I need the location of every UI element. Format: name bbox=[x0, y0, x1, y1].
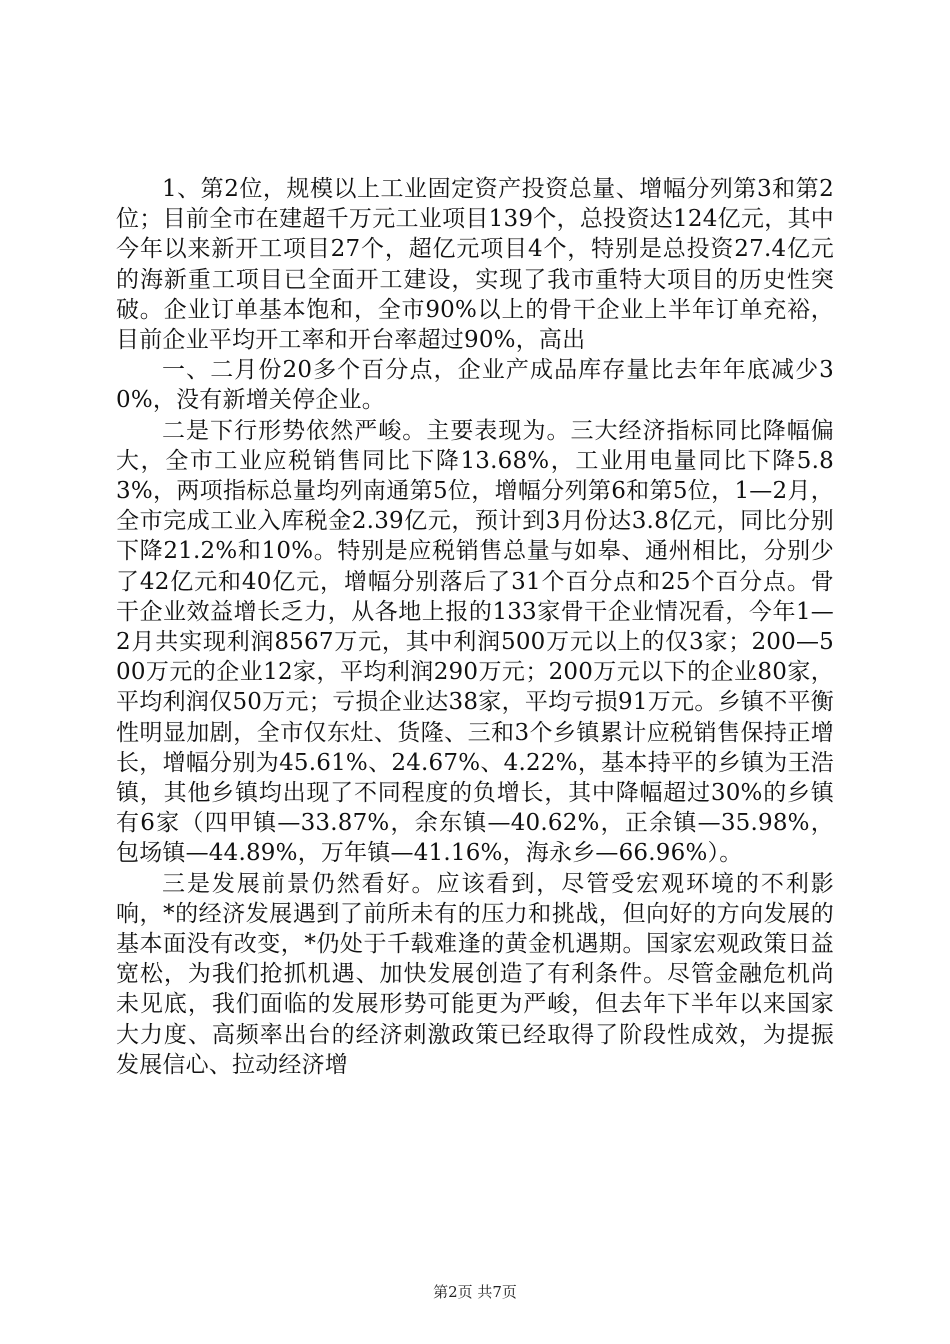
paragraph-4: 三是发展前景仍然看好。应该看到，尽管受宏观环境的不利影响，*的经济发展遇到了前所未有的压力和挑战，但向好的方向发展的基本面没有改变，*仍处于千载难逢的黄金机遇期。国家宏观政策日益宽松，为我们抢抓机遇、加快发展创造了有利条件。尽管金融危机尚未见底，我们面临的发展形势可能更为严峻，但去年下半年以来国家大力度、高频率出台的经济刺激政策已经取得了阶段性成效，为提振发展信心、拉动经济增 bbox=[116, 870, 834, 1078]
paragraph-3: 二是下行形势依然严峻。主要表现为。三大经济指标同比降幅偏大，全市工业应税销售同比下降13.68%，工业用电量同比下降5.83%，两项指标总量均列南通第5位，增幅分列第6和第5位，1—2月，全市完成工业入库税金2.39亿元，预计到3月份达3.8亿元，同比分别下降21.2%和10%。特别是应税销售总量与如皋、通州相比，分别少了42亿元和40亿元，增幅分别落后了31个百分点和25个百分点。骨干企业效益增长乏力，从各地上报的133家骨干企业情况看，今年1—2月共实现利润8567万元，其中利润500万元以上的仅3家；200—500万元的企业12家，平均利润290万元；200万元以下的企业80家，平均利润仅50万元；亏损企业达38家，平均亏损91万元。乡镇不平衡性明显加剧，全市仅东灶、货隆、三和3个乡镇累计应税销售保持正增长，增幅分别为45.61%、24.67%、4.22%，基本持平的乡镇为王浩镇，其他乡镇均出现了不同程度的负增长，其中降幅超过30%的乡镇有6家（四甲镇—33.87%，余东镇—40.62%，正余镇—35.98%，包场镇—44.89%，万年镇—41.16%，海永乡—66.96%）。 bbox=[116, 417, 834, 867]
document-body bbox=[116, 174, 834, 1080]
page-number-footer: 第2页 共7页 bbox=[433, 1283, 517, 1301]
paragraph-1: 1、第2位，规模以上工业固定资产投资总量、增幅分列第3和第2位；目前全市在建超千万元工业项目139个，总投资达124亿元，其中今年以来新开工项目27个，超亿元项目4个，特别是总投资27.4亿元的海新重工项目已全面开工建设，实现了我市重特大项目的历史性突破。企业订单基本饱和，全市90%以上的骨干企业上半年订单充裕，目前企业平均开工率和开台率超过90%，高出 bbox=[116, 176, 834, 354]
paragraph-2: 一、二月份20多个百分点，企业产成品库存量比去年年底减少30%，没有新增关停企业。 bbox=[116, 357, 834, 414]
